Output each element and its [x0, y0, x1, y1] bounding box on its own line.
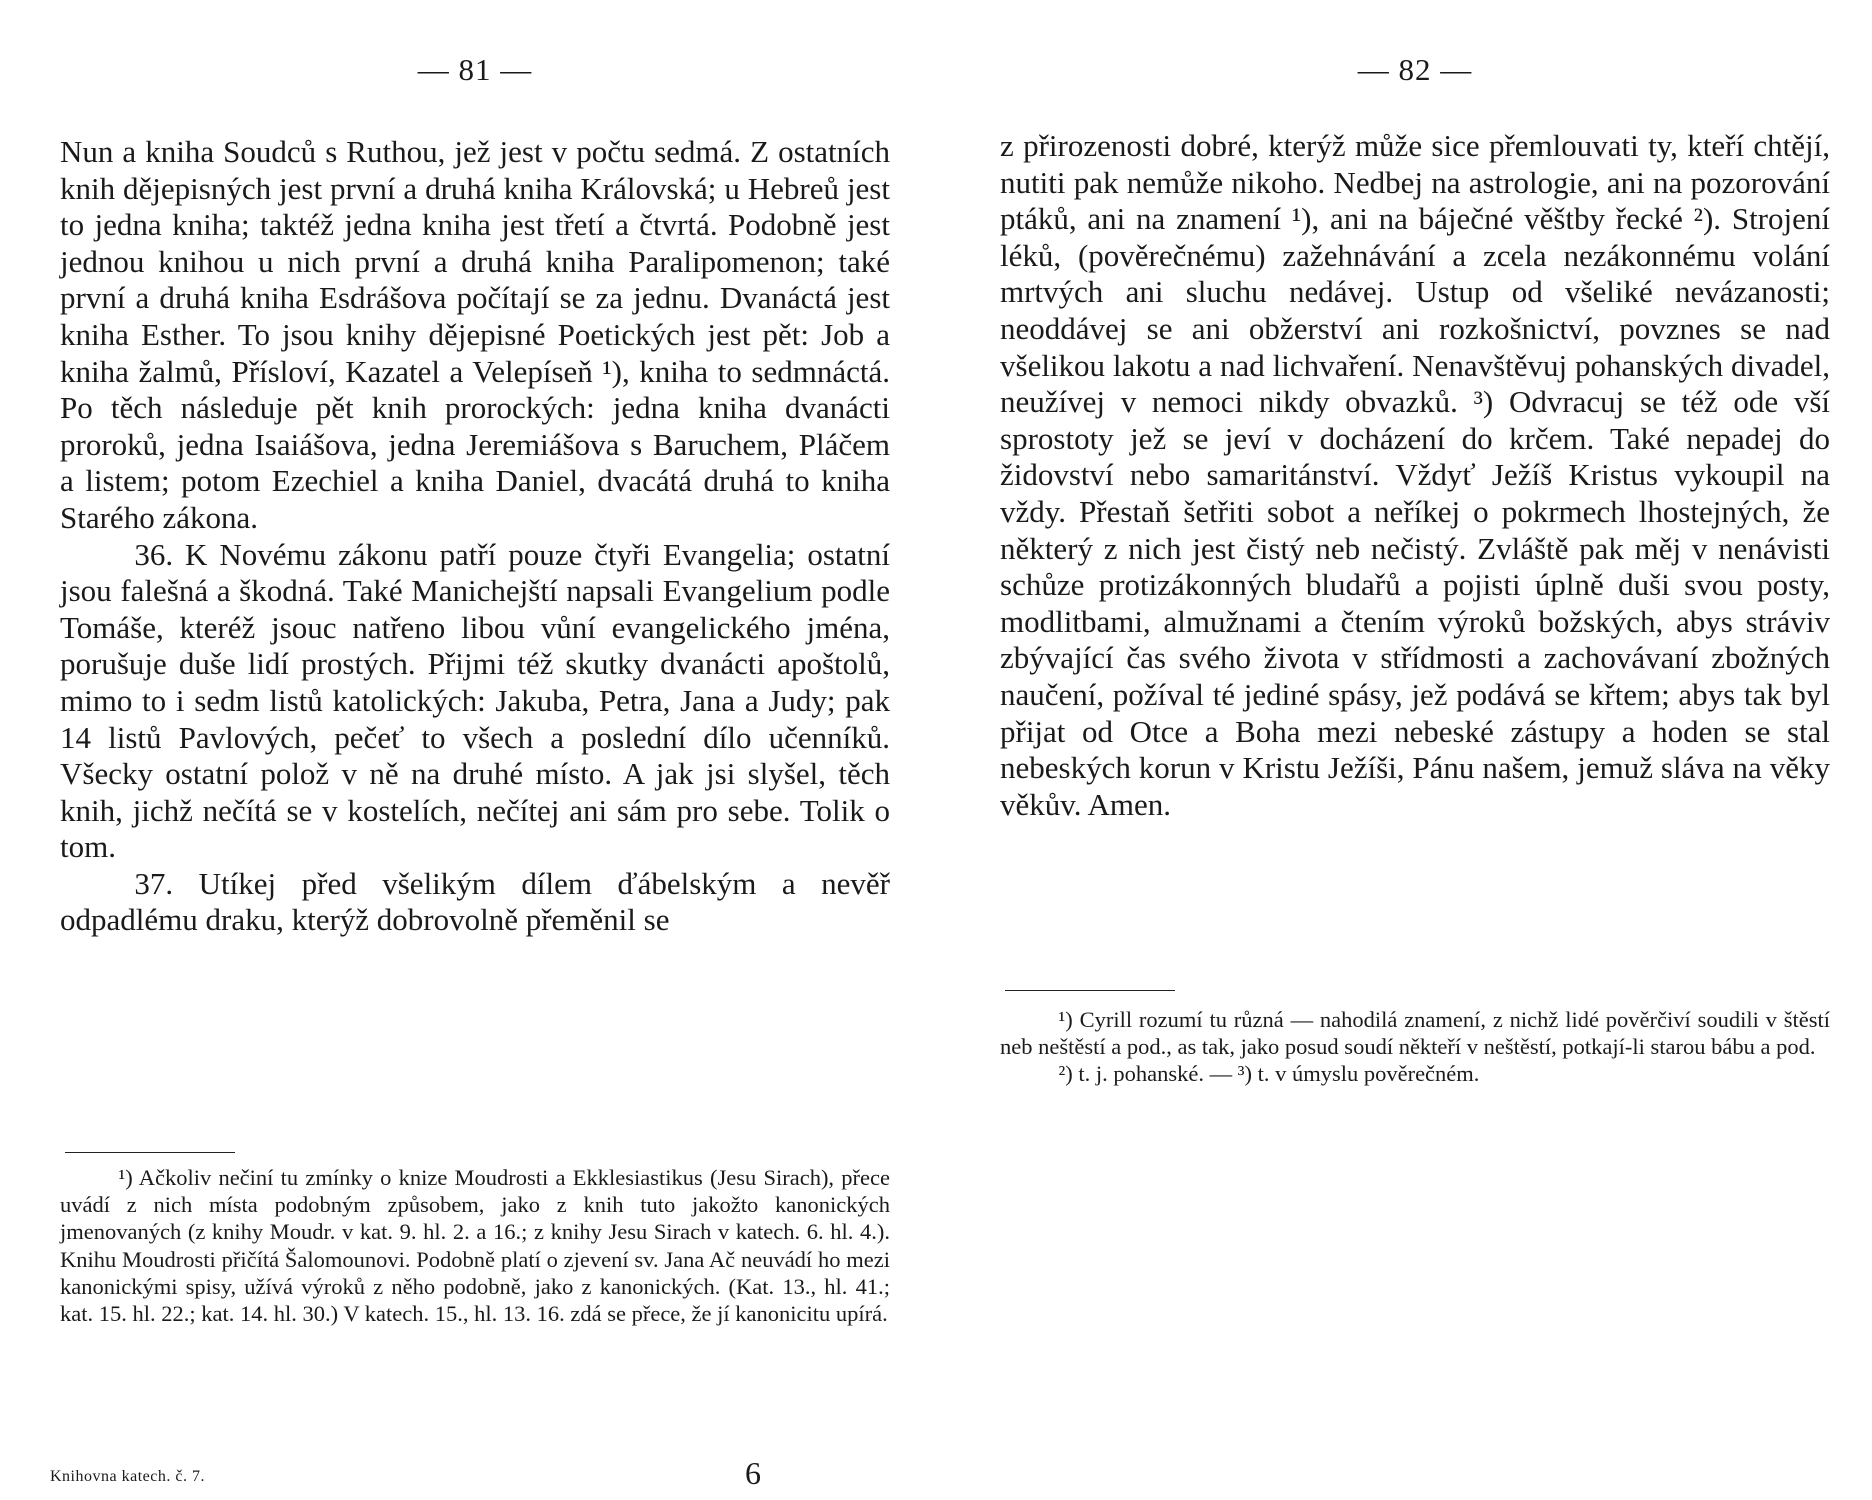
left-paragraph-36: 36. K Novému zákonu patří pouze čtyři Evangelia; ostatní jsou falešná a škodná. Také Manichejští napsali Evangelium podle Tomáše, kteréž jsouc natřeno libou vůní evangelického jména, porušuje duše lidí prostých. Přijmi též skutky dvanácti apoštolů, mimo to i sedm listů katolických: Jakuba, Petra, Jana a Judy; pak 14 listů Pavlových, pečeť to všech a poslední dílo učenníků. Všecky ostatní polož v ně na druhé místo. A jak jsi slyšel, těch knih, jichž nečítá se v kostelích, nečítej ani sám pro sebe. Tolik o tom. — [60, 536, 890, 865]
right-footnote-divider — [1005, 990, 1175, 991]
right-page — [1000, 0, 1830, 1500]
right-footnote-2: ²) t. j. pohanské. — ³) t. v úmyslu pověrečném. — [1058, 1061, 1480, 1087]
left-page — [60, 0, 890, 1500]
right-paragraph-1: z přirozenosti dobré, kterýž může sice přemlouvati ty, kteří chtějí, nutiti pak nemůže nikoho. Nedbej na astrologie, ani na pozorování ptáků, ani na znamení ¹), ani na báječné věštby řecké ²). Strojení léků, (pověrečnému) zažehnávání a zcela nezákonnému volání mrtvých ani sluchu nedávej. Ustup od všeliké nevázanosti; neoddávej se ani obžerství ani rozkošnictví, povznes se nad všelikou lakotu a nad lichvaření. Nenavštěvuj pohanských divadel, neužívej v nemoci nikdy obvazků. ³) Odvracuj se též ode vší sprostoty jež se jeví v docházení do krčem. Také nepadej do židovství nebo samaritánství. Vždyť Ježíš Kristus vykoupil na vždy. Přestaň šetřiti sobot a neříkej o pokrmech lhostejných, že některý z nich jest čistý neb nečistý. Zvláště pak měj v nenávisti schůze protizákonných bludařů a pojisti úplně duši svou posty, modlitbami, almužnami a čtením výroků božských, abys stráviv zbývající čas svého života v střídmosti a zachovávaní zbožných naučení, požíval té jediné spásy, jež podává se křtem; abys tak byl přijat od Otce a Boha mezi nebeské zástupy a hoden se stal nebeských korun v Kristu Ježíši, Pánu našem, jemuž sláva na věky věkův. Amen. — [1000, 128, 1830, 822]
left-paragraph-1: Nun a kniha Soudců s Ruthou, jež jest v počtu sedmá. Z ostatních knih dějepisných jest první a druhá kniha Královská; u Hebreů jest to jedna kniha; taktéž jedna kniha jest třetí a čtvrtá. Podobně jest jednou knihou u nich první a druhá kniha Paralipomenon; také první a druhá kniha Esdrášova počítají se za jednu. Dvanáctá jest kniha Esther. To jsou knihy dějepisné Poetických jest pět: Job a kniha žalmů, Přísloví, Kazatel a Velepíseň ¹), kniha to sedmnáctá. Po těch následuje pět knih prorockých: jedna kniha dvanácti proroků, jedna Isaiášova, jedna Jeremiášova s Baruchem, Pláčem a listem; potom Ezechiel a kniha Daniel, dvacátá druhá to kniha Starého zákona. — [60, 134, 890, 535]
left-footnote-divider — [65, 1152, 235, 1153]
sheet-number: 6 — [745, 1455, 761, 1491]
left-footnotes — [60, 1164, 890, 1327]
right-page-number: — 82 — — [1357, 52, 1473, 87]
left-body-text — [60, 134, 890, 939]
left-paragraph-37: 37. Utíkej před všelikým dílem ďábelským a nevěř odpadlému draku, kterýž dobrovolně přeměnil se — [60, 865, 890, 938]
right-footnotes — [1000, 1006, 1830, 1088]
right-footnote-1: ¹) Cyrill rozumí tu různá — nahodilá znamení, z nichž lidé pověrčiví soudili v štěstí neb neštěstí a pod., as tak, jako posud soudí někteří v neštěstí, potkají-li starou bábu a pod. — [1000, 1007, 1830, 1060]
right-body-text — [1000, 128, 1830, 823]
left-footnote-1: ¹) Ačkoliv nečiní tu zmínky o knize Moudrosti a Ekklesiastikus (Jesu Sirach), přece uvádí z nich místa podobným způsobem, jako z knih tuto jakožto kanonických jmenovaných (z knihy Moudr. v kat. 9. hl. 2. a 16.; z knihy Jesu Sirach v katech. 6. hl. 4.). Knihu Moudrosti přičítá Šalomounovi. Podobně platí o zjevení sv. Jana Ač neuvádí ho mezi kanonickými spisy, užívá výroků z něho podobně, jako z kanonických. (Kat. 13., hl. 41.; kat. 15. hl. 22.; kat. 14. hl. 30.) V katech. 15., hl. 13. 16. zdá se přece, že jí kanonicitu upírá. — [60, 1165, 890, 1327]
printer-signature: Knihovna katech. č. 7. — [50, 1468, 205, 1485]
left-page-number: — 81 — — [417, 52, 533, 87]
